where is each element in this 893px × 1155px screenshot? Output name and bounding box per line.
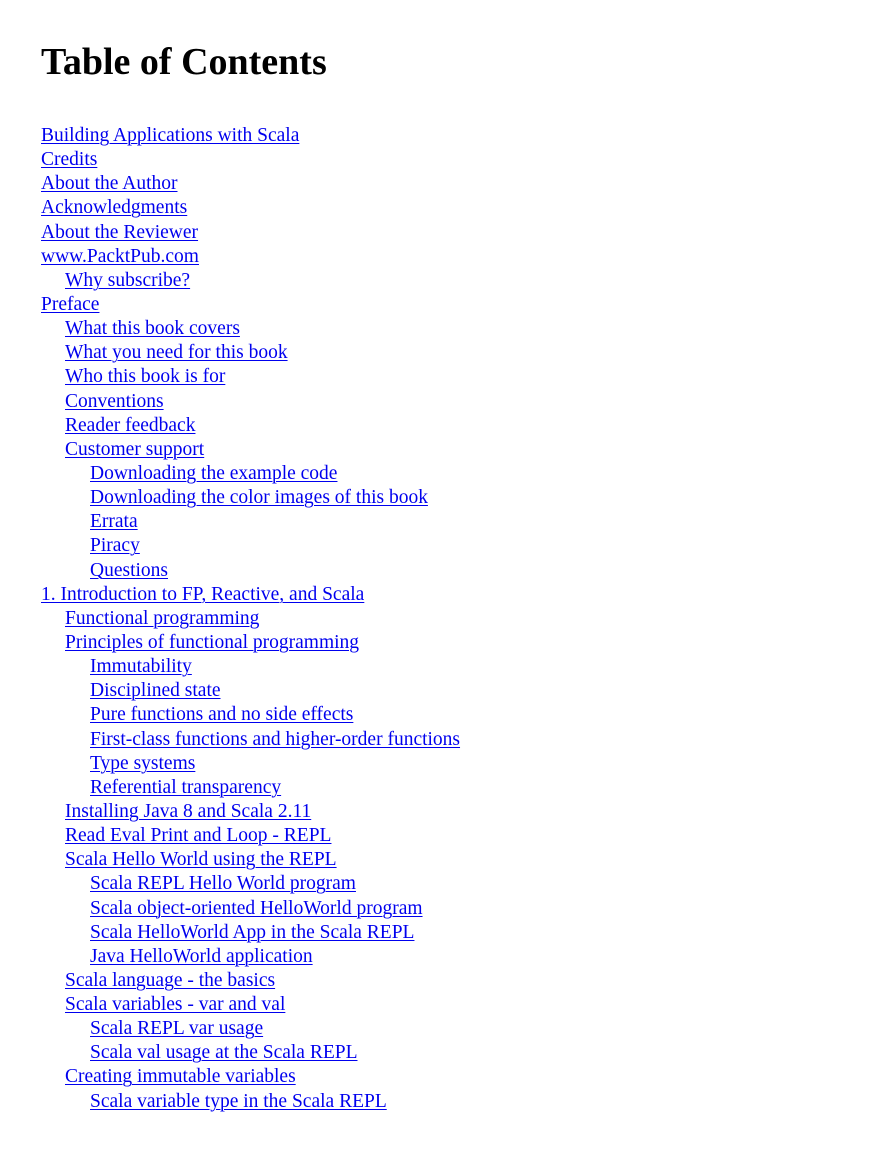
toc-item — [41, 872, 460, 896]
toc-item — [41, 148, 460, 172]
toc-link[interactable]: About the Author — [41, 173, 178, 195]
toc-item — [41, 1017, 460, 1041]
toc-item — [41, 800, 460, 824]
toc-link[interactable]: 1. Introduction to FP, Reactive, and Scala — [41, 583, 365, 605]
toc-link[interactable]: About the Reviewer — [41, 221, 199, 243]
toc-link[interactable]: Disciplined state — [90, 680, 221, 702]
toc-link[interactable]: Scala object-oriented HelloWorld program — [90, 897, 423, 919]
toc-link[interactable]: Read Eval Print and Loop - REPL — [65, 825, 332, 847]
toc-link[interactable]: Scala HelloWorld App in the Scala REPL — [90, 921, 415, 943]
toc-item — [41, 196, 460, 220]
toc-link[interactable]: Acknowledgments — [41, 197, 188, 219]
toc-item — [41, 534, 460, 558]
toc-item — [41, 414, 460, 438]
toc-link[interactable]: Principles of functional programming — [65, 631, 360, 653]
toc-link[interactable]: Scala REPL var usage — [90, 1018, 264, 1040]
toc-item — [41, 655, 460, 679]
toc-item — [41, 776, 460, 800]
toc-list — [41, 124, 460, 1114]
document-page — [41, 38, 873, 1112]
toc-item — [41, 679, 460, 703]
toc-item — [41, 462, 460, 486]
toc-item — [41, 607, 460, 631]
toc-item — [41, 317, 460, 341]
toc-item — [41, 631, 460, 655]
toc-item — [41, 945, 460, 969]
toc-item — [41, 221, 460, 245]
toc-link[interactable]: Customer support — [65, 438, 205, 460]
toc-link[interactable]: Immutability — [90, 656, 192, 678]
toc-link[interactable]: Scala variable type in the Scala REPL — [90, 1090, 387, 1112]
toc-item — [41, 486, 460, 510]
toc-item — [41, 897, 460, 921]
toc-link[interactable]: Downloading the color images of this book — [90, 487, 428, 509]
toc-item — [41, 1065, 460, 1089]
toc-link[interactable]: Java HelloWorld application — [90, 945, 313, 967]
toc-item — [41, 848, 460, 872]
toc-item — [41, 583, 460, 607]
toc-item — [41, 824, 460, 848]
toc-item — [41, 921, 460, 945]
toc-item — [41, 341, 460, 365]
toc-link[interactable]: Scala Hello World using the REPL — [65, 849, 337, 871]
toc-item — [41, 390, 460, 414]
toc-item — [41, 703, 460, 727]
toc-item — [41, 969, 460, 993]
toc-link[interactable]: Preface — [41, 293, 100, 315]
toc-link[interactable]: Scala REPL Hello World program — [90, 873, 356, 895]
toc-link[interactable]: Credits — [41, 149, 98, 171]
toc-item — [41, 438, 460, 462]
toc-item — [41, 752, 460, 776]
toc-item — [41, 510, 460, 534]
toc-link[interactable]: Conventions — [65, 390, 164, 412]
toc-link[interactable]: Errata — [90, 511, 138, 533]
toc-link[interactable]: Building Applications with Scala — [41, 125, 300, 146]
toc-item — [41, 1041, 460, 1065]
toc-link[interactable]: Scala language - the basics — [65, 969, 276, 991]
toc-item — [41, 365, 460, 389]
toc-link[interactable]: Referential transparency — [90, 776, 282, 798]
toc-link[interactable]: What you need for this book — [65, 342, 288, 364]
toc-link[interactable]: Downloading the example code — [90, 462, 338, 484]
toc-item — [41, 245, 460, 269]
toc-item — [41, 559, 460, 583]
toc-link[interactable]: www.PacktPub.com — [41, 245, 199, 267]
toc-item — [41, 124, 460, 148]
toc-item — [41, 269, 460, 293]
toc-link[interactable]: Scala val usage at the Scala REPL — [90, 1042, 358, 1064]
toc-item — [41, 728, 460, 752]
toc-link[interactable]: Scala variables - var and val — [65, 994, 286, 1016]
toc-link[interactable]: Piracy — [90, 535, 140, 557]
toc-link[interactable]: Questions — [90, 559, 168, 581]
toc-item — [41, 172, 460, 196]
toc-item — [41, 993, 460, 1017]
toc-link[interactable]: Reader feedback — [65, 414, 196, 436]
toc-item — [41, 293, 460, 317]
toc-link[interactable]: Type systems — [90, 752, 196, 774]
page-title: Table of Contents — [41, 41, 327, 83]
toc-link[interactable]: Installing Java 8 and Scala 2.11 — [65, 800, 312, 822]
toc-link[interactable]: Who this book is for — [65, 366, 226, 388]
toc-link[interactable]: Pure functions and no side effects — [90, 704, 354, 726]
toc-link[interactable]: Creating immutable variables — [65, 1066, 296, 1088]
toc-link[interactable]: What this book covers — [65, 318, 240, 340]
toc-item — [41, 1090, 460, 1114]
toc-link[interactable]: Functional programming — [65, 607, 260, 629]
toc-link[interactable]: Why subscribe? — [65, 269, 191, 291]
toc-link[interactable]: First-class functions and higher-order functions — [90, 728, 461, 750]
